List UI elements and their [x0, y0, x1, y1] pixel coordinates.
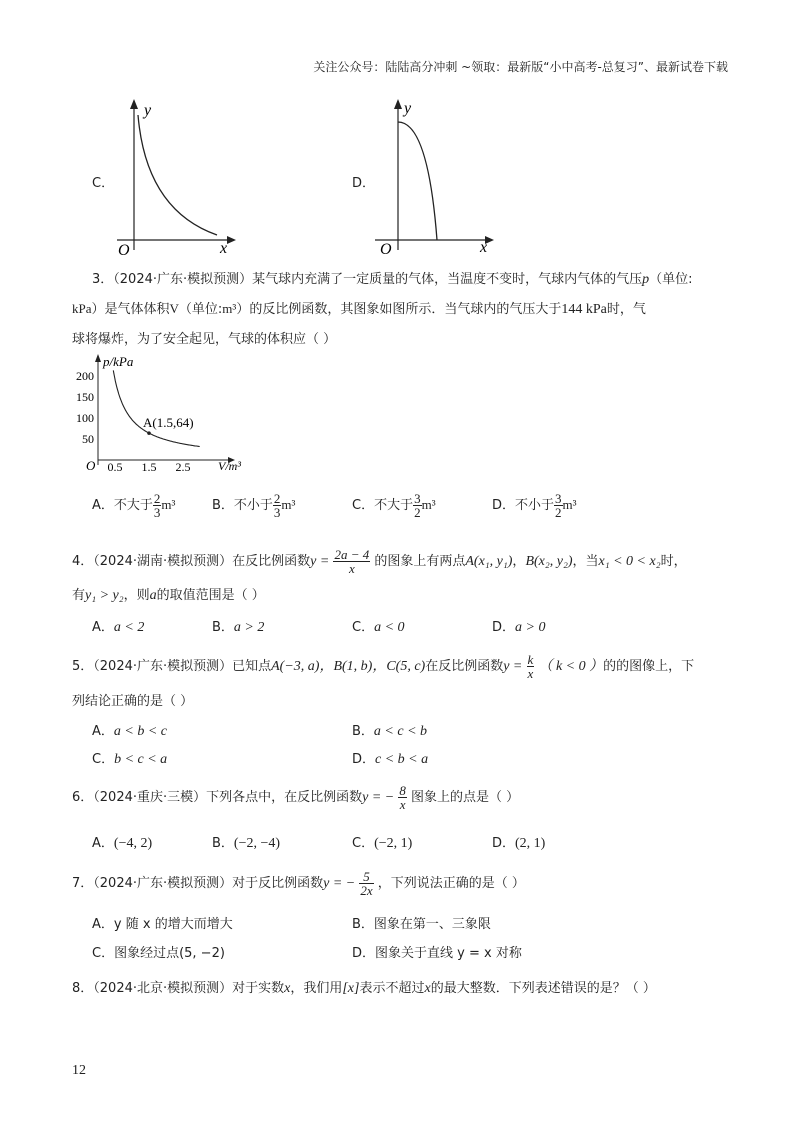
q5-option-c[interactable]: C．b < c < a [92, 752, 168, 767]
chart-ytick-label: 50 [82, 432, 94, 446]
q7-option-c[interactable]: C．图象经过点(5, −2) [92, 946, 225, 961]
chart-xtick-label: 2.5 [175, 460, 191, 474]
svg-text:y: y [404, 100, 412, 117]
q6-option-a[interactable]: A．(−4, 2) [92, 836, 153, 851]
q3-option-a[interactable]: A．不大于 $\frac{2}{3}$ m³ [92, 491, 176, 520]
chart-ytick-label: 100 [76, 411, 94, 425]
option-d-graph [370, 95, 500, 255]
q5-line2: 列结论正确的是（ ） [72, 694, 194, 709]
chart-ytick-label: 200 [76, 369, 94, 383]
q4-option-b[interactable]: B．a > 2 [212, 620, 265, 635]
q7-option-b[interactable]: B．图象在第一、三象限 [352, 917, 491, 932]
chart-curve [113, 370, 199, 446]
q3-option-b[interactable]: B．不小于 $\frac{2}{3}$ m³ [212, 491, 296, 520]
chart-xlabel: V/m³ [218, 459, 241, 473]
q5-option-a[interactable]: A．a < b < c [92, 724, 168, 739]
option-c-label: C． [92, 176, 115, 191]
q8-line1: 8．（2024·北京·模拟预测）对于实数x，我们用[x]表示不超过x的最大整数．下列表述错误的是？（ ） [72, 981, 656, 996]
q3-option-d[interactable]: D．不小于 $\frac{3}{2}$ m³ [492, 491, 577, 520]
svg-text:O: O [380, 241, 392, 255]
q4-option-a[interactable]: A．a < 2 [92, 620, 145, 635]
q5-line1: 5．（2024·广东·模拟预测）已知点A(−3, a)，B(1, b)，C(5, c)在反比例函数y = $\frac{k}{x}$ （ k < 0 ）的的图像上，下 [72, 652, 695, 681]
q5-option-d[interactable]: D．c < b < a [352, 752, 429, 767]
q3-option-c[interactable]: C．不大于 $\frac{3}{2}$ m³ [352, 491, 436, 520]
chart-point-a [147, 431, 151, 435]
q3-line3: 球将爆炸，为了安全起见，气球的体积应（ ） [72, 332, 337, 347]
svg-text:x: x [480, 239, 488, 255]
q5-option-b[interactable]: B．a < c < b [352, 724, 428, 739]
chart-point-label: A(1.5,64) [143, 415, 194, 431]
q7-option-a[interactable]: A．y 随 x 的增大而增大 [92, 917, 233, 932]
origin-label: O [118, 242, 130, 255]
q4-line1: 4．（2024·湖南·模拟预测）在反比例函数y = $\frac{2a - 4}{x}$ 的图象上有两点A(x₁, y₁)，B(x₂, y₂)，当x₁ < 0 < x₂时， [72, 547, 687, 576]
q6-line1: 6．（2024·重庆·三模）下列各点中，在反比例函数y = − $\frac{8}{x}$ 图象上的点是（ ） [72, 783, 520, 812]
chart-xtick-label: 1.5 [141, 460, 157, 474]
q7-line1: 7．（2024·广东·模拟预测）对于反比例函数y = − $\frac{5}{2x}$ ，下列说法正确的是（ ） [72, 869, 525, 898]
option-d-label: D． [352, 176, 376, 191]
q4-option-c[interactable]: C．a < 0 [352, 620, 405, 635]
chart-xtick-label: 0.5 [107, 460, 123, 474]
chart-ytick-label: 150 [76, 390, 94, 404]
chart-origin: O [86, 458, 96, 473]
option-c-graph [112, 95, 242, 255]
page-header: 关注公众号：陆陆高分冲刺 ~领取：最新版“小中高考-总复习”、最新试卷下载 [313, 60, 728, 74]
q7-option-d[interactable]: D．图象关于直线 y = x 对称 [352, 946, 522, 961]
q6-option-c[interactable]: C．(−2, 1) [352, 836, 413, 851]
axis-y-label: y [144, 102, 152, 119]
page-number: 12 [72, 1063, 86, 1078]
q6-option-b[interactable]: B．(−2, −4) [212, 836, 281, 851]
q4-line2: 有y₁ > y₂，则a的取值范围是（ ） [72, 588, 265, 603]
q3-chart [68, 350, 268, 475]
q3-line1: 3．（2024·广东·模拟预测）某气球内充满了一定质量的气体，当温度不变时，气球内气体的气压p（单位: [92, 272, 693, 287]
chart-ylabel: p/kPa [103, 354, 134, 369]
q4-option-d[interactable]: D．a > 0 [492, 620, 546, 635]
q6-option-d[interactable]: D．(2, 1) [492, 836, 546, 851]
q3-line2: kPa）是气体体积V（单位:m³）的反比例函数，其图象如图所示．当气球内的气压大于144 kPa时，气 [72, 301, 646, 317]
axis-x-label: x [220, 240, 228, 255]
